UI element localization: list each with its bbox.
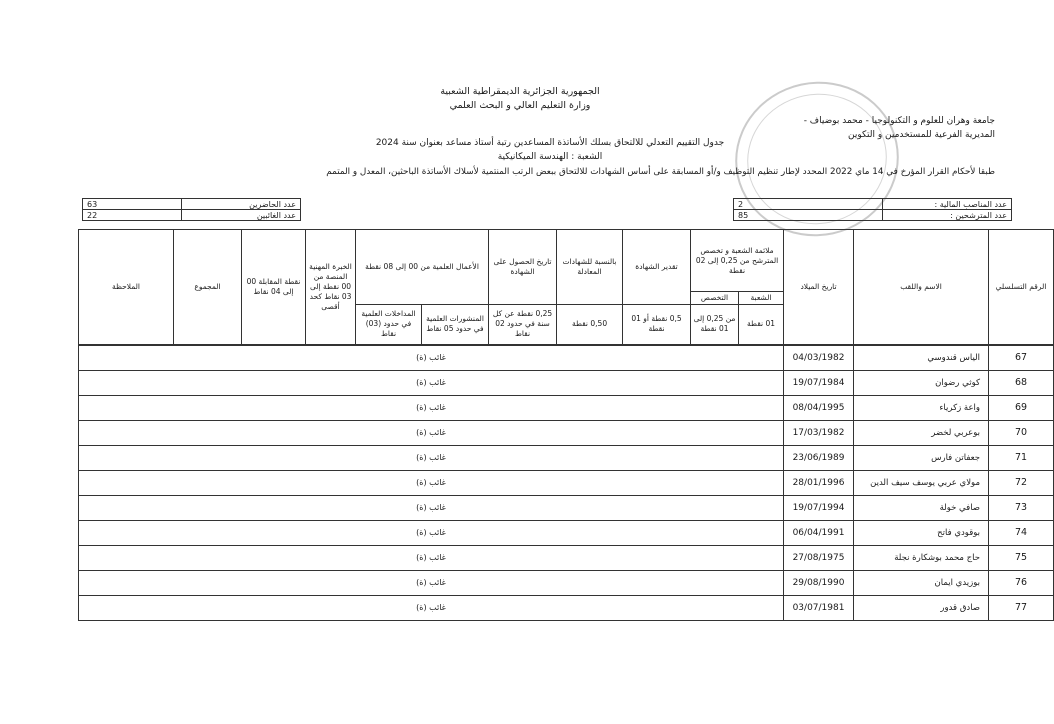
col-name: الاسم واللقب [854, 230, 989, 345]
table-row [79, 570, 1054, 595]
col-experience: الخبرة المهنية المنصة من 00 نقطة إلى 03 نقاط كحد أقصى [306, 230, 356, 345]
row-name: مولاي عربي يوسف سيف الدين [854, 470, 989, 495]
ministry-title: وزارة التعليم العالي و البحث العلمي [449, 100, 591, 111]
present-value: 63 [83, 199, 182, 210]
table-row [79, 545, 1054, 570]
row-serial: 74 [989, 520, 1054, 545]
col-dob: تاريخ الميلاد [784, 230, 854, 345]
col-total: المجموع [174, 230, 242, 345]
document-title: جدول التقييم التعدلي للالتحاق بسلك الأساتذة المساعدين رتبة أستاذ مساعد بعنوان سنة 2024 [375, 138, 725, 148]
candidate-rows [79, 345, 1054, 621]
row-status: غائب (ة) [79, 420, 784, 445]
table-row [79, 370, 1054, 395]
row-name: كوثي رضوان [854, 370, 989, 395]
official-stamp [721, 67, 913, 252]
row-dob: 04/03/1982 [784, 345, 854, 371]
table-row [79, 395, 1054, 420]
col-match-group: ملائمة الشعبة و تخصص المترشح من 0,25 إلى 02 نقطة [691, 230, 784, 292]
positions-label: عدد المناصب المالية : [883, 199, 1012, 210]
table-row [79, 595, 1054, 620]
col-interview: نقطة المقابلة 00 إلى 04 نقاط [242, 230, 306, 345]
col-match-spec: التخصص [691, 292, 739, 305]
row-dob: 19/07/1994 [784, 495, 854, 520]
col-match-branch: الشعبة [739, 292, 784, 305]
row-name: صادق قدور [854, 595, 989, 620]
col-grade: تقدير الشهادة [623, 230, 691, 305]
row-status: غائب (ة) [79, 445, 784, 470]
row-status: غائب (ة) [79, 595, 784, 620]
table-row [79, 345, 1054, 371]
row-name: بوقودي فاتح [854, 520, 989, 545]
col-equiv-pts: 0,50 نقطة [557, 305, 623, 345]
row-status: غائب (ة) [79, 520, 784, 545]
row-name: الياس قندوسي [854, 345, 989, 371]
row-serial: 75 [989, 545, 1054, 570]
col-serial: الرقم التسلسلي [989, 230, 1054, 345]
university-name: جامعة وهران للعلوم و التكنولوجيا - محمد بوضياف - [803, 116, 995, 126]
row-name: صافي خولة [854, 495, 989, 520]
row-dob: 28/01/1996 [784, 470, 854, 495]
legal-note: طبقا لأحكام القرار المؤرخ في 14 ماي 2022 المحدد لإطار تنظيم التوظيف و/أو المسابقة على أساس الشهادات للالتحاق ببعض الرتب المنتمية لأسلاك الأساتذة الباحثين، المعدل و المتمم [326, 167, 995, 177]
branch-label: الشعبة : الهندسة الميكانيكية [497, 152, 603, 162]
row-serial: 73 [989, 495, 1054, 520]
row-status: غائب (ة) [79, 345, 784, 371]
row-dob: 17/03/1982 [784, 420, 854, 445]
col-sci-talks: المداخلات العلمية في حدود (03) نقاط [356, 305, 422, 345]
row-dob: 27/08/1975 [784, 545, 854, 570]
attendance-counts [82, 198, 301, 221]
col-sci-pubs: المنشورات العلمية في حدود 05 نقاط [422, 305, 489, 345]
row-name: حاج محمد بوشكارة نجلة [854, 545, 989, 570]
table-row [79, 420, 1054, 445]
row-status: غائب (ة) [79, 470, 784, 495]
present-label: عدد الحاضرين [182, 199, 301, 210]
absent-label: عدد الغائبين [182, 210, 301, 221]
directorate-name: المديرية الفرعية للمستخدمين و التكوين [848, 130, 995, 140]
republic-title: الجمهورية الجزائرية الديمقراطية الشعبية [440, 86, 600, 97]
row-name: واعة زكرياء [854, 395, 989, 420]
row-dob: 03/07/1981 [784, 595, 854, 620]
table-row [79, 495, 1054, 520]
row-name: بوعربي لخضر [854, 420, 989, 445]
col-remarks: الملاحظة [79, 230, 174, 345]
col-match-branch-pts: 01 نقطة [739, 305, 784, 345]
table-row [79, 445, 1054, 470]
row-serial: 69 [989, 395, 1054, 420]
col-sci-group: الأعمال العلمية من 00 إلى 08 نقطة [356, 230, 489, 305]
candidates-value: 85 [734, 210, 883, 221]
col-match-spec-pts: من 0,25 إلى 01 نقطة [691, 305, 739, 345]
row-serial: 72 [989, 470, 1054, 495]
row-status: غائب (ة) [79, 545, 784, 570]
row-serial: 77 [989, 595, 1054, 620]
table-row [79, 520, 1054, 545]
col-equiv: بالنسبة للشهادات المعادلة [557, 230, 623, 305]
row-dob: 19/07/1984 [784, 370, 854, 395]
col-grade-pts: 0,5 نقطة أو 01 نقطة [623, 305, 691, 345]
evaluation-table [78, 229, 1054, 621]
table-row [79, 470, 1054, 495]
row-status: غائب (ة) [79, 395, 784, 420]
col-date-obtained: تاريخ الحصول على الشهادة [489, 230, 557, 305]
col-date-obtained-pts: 0,25 نقطة عن كل سنة في حدود 02 نقاط [489, 305, 557, 345]
row-dob: 29/08/1990 [784, 570, 854, 595]
positions-counts [733, 198, 1012, 221]
row-status: غائب (ة) [79, 570, 784, 595]
row-name: جعفاتن فارس [854, 445, 989, 470]
row-status: غائب (ة) [79, 370, 784, 395]
row-serial: 67 [989, 345, 1054, 371]
row-name: بوزيدي ايمان [854, 570, 989, 595]
row-serial: 71 [989, 445, 1054, 470]
row-serial: 70 [989, 420, 1054, 445]
row-dob: 23/06/1989 [784, 445, 854, 470]
row-serial: 68 [989, 370, 1054, 395]
candidates-label: عدد المترشحين : [883, 210, 1012, 221]
row-serial: 76 [989, 570, 1054, 595]
row-dob: 08/04/1995 [784, 395, 854, 420]
row-dob: 06/04/1991 [784, 520, 854, 545]
absent-value: 22 [83, 210, 182, 221]
row-status: غائب (ة) [79, 495, 784, 520]
positions-value: 2 [734, 199, 883, 210]
